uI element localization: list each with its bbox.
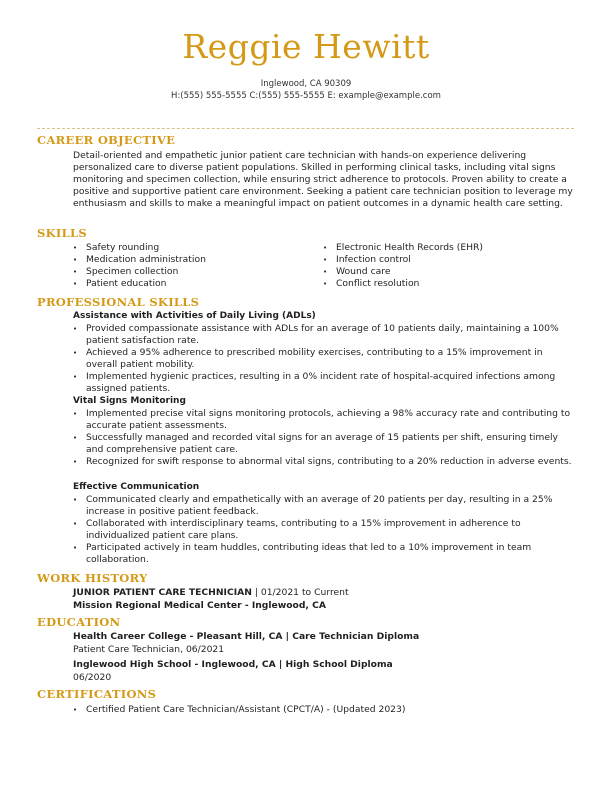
list-item: • Participated actively in team huddles, contributing ideas that led to a 10% improvement in team collaboration. [72,542,574,566]
list-item: • Implemented precise vital signs monitoring protocols, achieving a 98% accuracy rate and contributing to accurate patient assessments. [72,408,574,432]
list-item: • Infection control [322,254,572,266]
list-item: • Achieved a 95% adherence to prescribed mobility exercises, contributing to a 15% improvement in overall patient mobility. [72,347,574,371]
list-item: • Patient education [72,278,312,290]
contact-info: H:(555) 555-5555 C:(555) 555-5555 E: example@example.com [171,91,441,101]
list-item: • Implemented hygienic practices, resulting in a 0% incident rate of hospital-acquired infections among assigned patients. [72,371,574,395]
education-detail: 06/2020 [73,672,112,683]
list-item: • Certified Patient Care Technician/Assistant (CPCT/A) - (Updated 2023) [72,704,574,716]
candidate-name: Reggie Hewitt [182,27,430,66]
skills-list-left [72,242,312,290]
list-item: • Conflict resolution [322,278,572,290]
employer: Mission Regional Medical Center - Inglewood, CA [73,600,326,611]
list-item: • Wound care [322,266,572,278]
career-objective-text: Detail-oriented and empathetic junior patient care technician with hands-on experience delivering personalized care to diverse patient populations. Skilled in performing clinical tasks, including vital signs monitoring and specimen collection, while ensuring strict adherence to protocols. Proven ability to create a positive and supportive patient care environment. Seeking a patient care technician position to leverage my enthusiasm and skills to make a meaningful impact on patient outcomes in a dynamic health care setting. [73,150,573,209]
list-item: • Collaborated with interdisciplinary teams, contributing to a 15% improvement in adherence to individualized patient care plans. [72,518,574,542]
header-divider [37,128,574,129]
section-title-skills: SKILLS [37,226,87,240]
list-item: • Specimen collection [72,266,312,278]
section-title-work-history: WORK HISTORY [37,571,148,585]
address: Inglewood, CA 90309 [260,79,352,89]
section-title-professional-skills: PROFESSIONAL SKILLS [37,295,200,309]
list-item: • Recognized for swift response to abnormal vital signs, contributing to a 20% reduction in adverse events. [72,456,574,468]
skill-group-heading: Assistance with Activities of Daily Living (ADLs) [73,311,316,321]
job-line [73,587,349,598]
skill-group-heading: Vital Signs Monitoring [73,396,186,406]
education-detail: Patient Care Technician, 06/2021 [73,644,225,655]
education-school: Inglewood High School - Inglewood, CA | High School Diploma [73,659,393,670]
skills-list-right [322,242,572,290]
list-item: • Electronic Health Records (EHR) [322,242,572,254]
certifications-list [72,704,574,716]
section-title-career-objective: CAREER OBJECTIVE [37,133,176,147]
list-item: • Safety rounding [72,242,312,254]
job-title: JUNIOR PATIENT CARE TECHNICIAN [73,587,252,598]
list-item: • Provided compassionate assistance with ADLs for an average of 10 patients daily, maintaining a 100% patient satisfaction rate. [72,323,574,347]
job-dates: | 01/2021 to Current [251,587,349,598]
list-item: • Communicated clearly and empathetically with an average of 20 patients per day, resulting in a 25% increase in positive patient feedback. [72,494,574,518]
list-item: • Medication administration [72,254,312,266]
section-title-education: EDUCATION [37,615,121,629]
skill-group-heading: Effective Communication [73,482,200,492]
skill-group-list [72,494,574,566]
list-item: • Successfully managed and recorded vital signs for an average of 15 patients per shift, ensuring timely and comprehensive patient care. [72,432,574,456]
skill-group-list [72,408,574,468]
section-title-certifications: CERTIFICATIONS [37,687,157,701]
education-school: Health Career College - Pleasant Hill, CA | Care Technician Diploma [73,631,420,642]
skill-group-list [72,323,574,395]
